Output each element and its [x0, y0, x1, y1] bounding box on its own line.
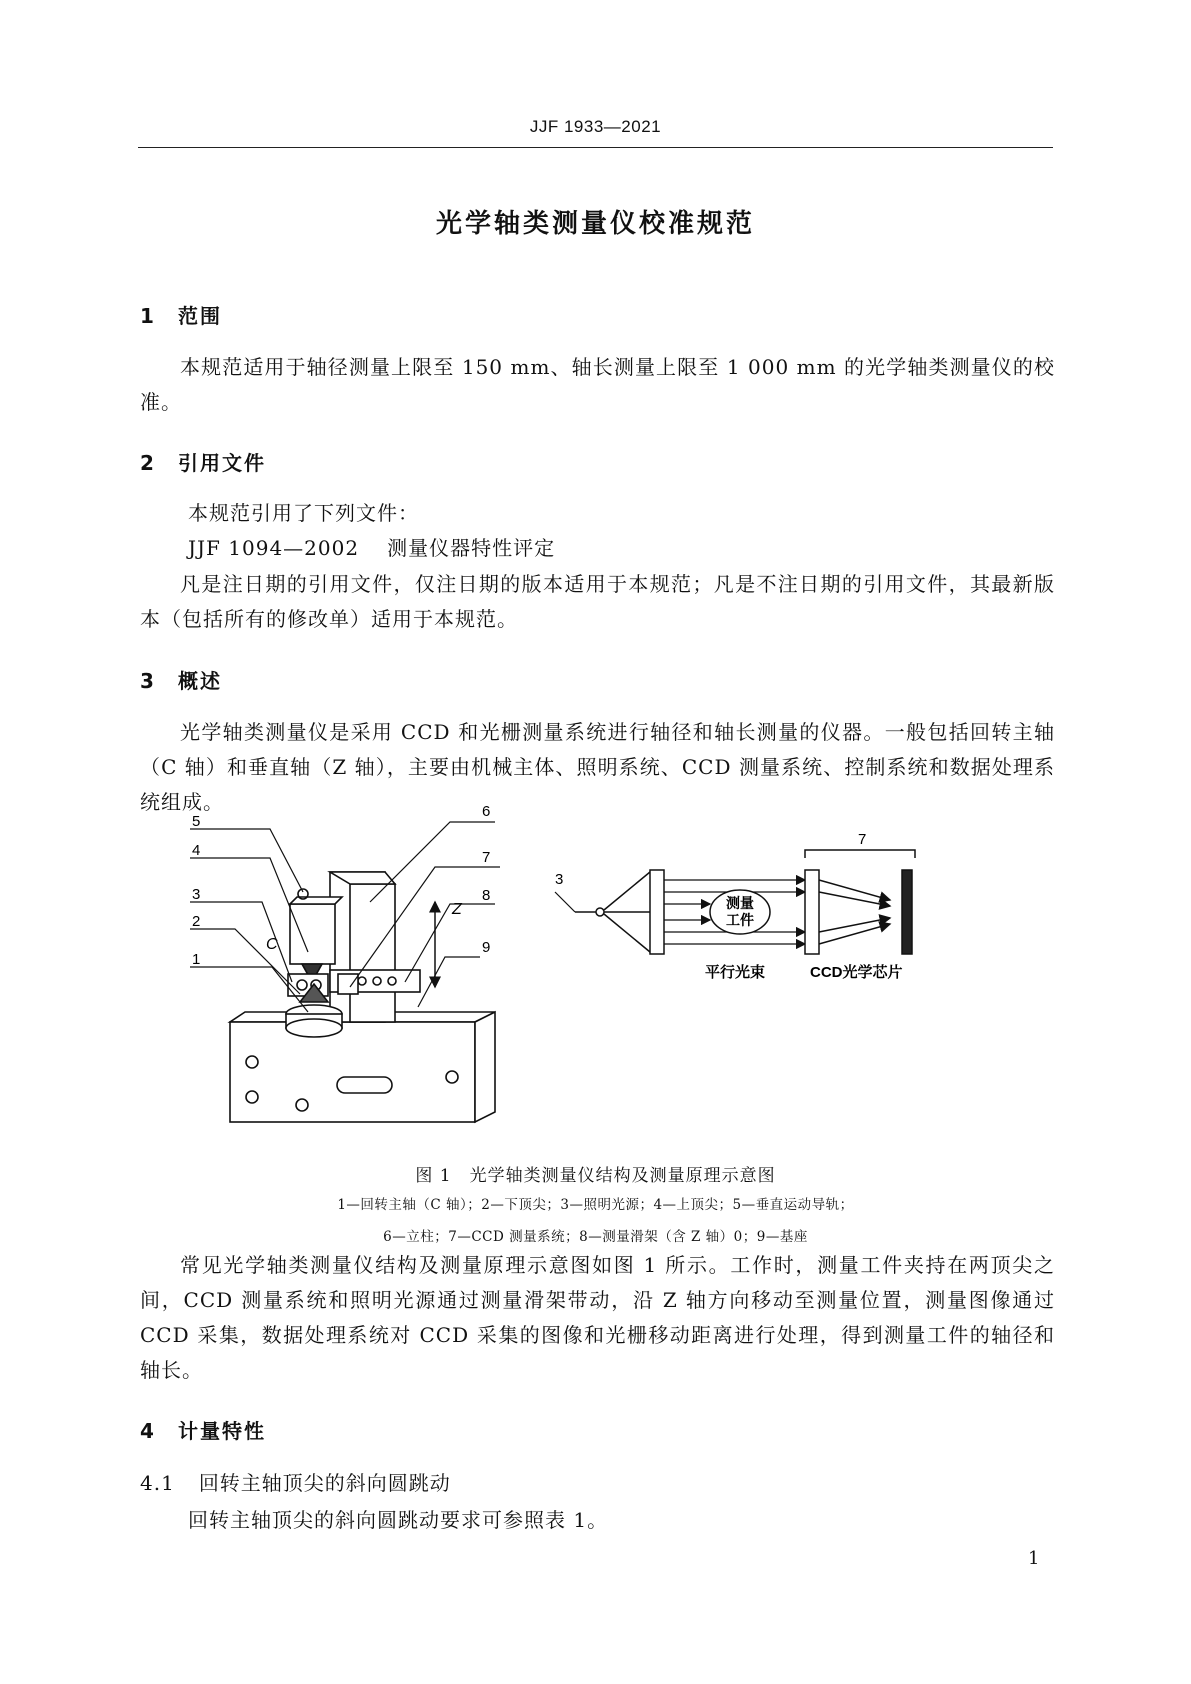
section-number: 3 [140, 669, 156, 693]
workpiece-label: 测量 [726, 895, 754, 911]
section-title: 概述 [178, 669, 222, 693]
figure-label: 7 [482, 849, 491, 866]
page-number: 1 [1028, 1548, 1040, 1569]
section-4-heading [140, 1415, 266, 1444]
figure-1 [190, 803, 1040, 1132]
figure-label: 4 [192, 842, 201, 859]
overview-paragraph-2: 常见光学轴类测量仪结构及测量原理示意图如图 1 所示。工作时，测量工件夹持在两顶尖之间，CCD 测量系统和照明光源通过测量滑架带动，沿 Z 轴方向移动至测量位置，测量图像通过 CCD 采集，数据处理系统对 CCD 采集的图像和光栅移动距离进行处理，得到测量工件的轴径和轴长。 [140, 1253, 1055, 1382]
imaging-lens [805, 870, 819, 954]
figure-legend-line-2: 6—立柱；7—CCD 测量系统；8—测量滑架（含 Z 轴）0；9—基座 [383, 1229, 808, 1245]
overview-paragraph-1: 光学轴类测量仪是采用 CCD 和光栅测量系统进行轴径和轴长测量的仪器。一般包括回转主轴（C 轴）和垂直轴（Z 轴），主要由机械主体、照明系统、CCD 测量系统、控制系统和数据处理系统组成。 [140, 720, 1055, 814]
document-title: 光学轴类测量仪校准规范 [435, 209, 755, 239]
figure-label: 7 [858, 831, 867, 848]
ccd-system [338, 974, 358, 994]
document-code-header: JJF 1933—2021 [529, 117, 662, 136]
scope-paragraph: 本规范适用于轴径测量上限至 150 mm、轴长测量上限至 1 000 mm 的光学轴类测量仪的校准。 [140, 355, 1055, 414]
figure-caption: 图 1 光学轴类测量仪结构及测量原理示意图 [415, 1166, 776, 1186]
rail-top [290, 897, 342, 904]
section-1-heading [140, 300, 222, 329]
workpiece-label: 工件 [726, 912, 754, 928]
ccd-chip [902, 870, 912, 954]
subsection-title: 回转主轴顶尖的斜向圆跳动 [198, 1471, 451, 1495]
reference-item [188, 532, 555, 561]
collimator-lens [650, 870, 664, 954]
header-rule [138, 147, 1053, 148]
section-title: 计量特性 [178, 1419, 266, 1443]
ccd-chip-label: CCD光学芯片 [810, 964, 903, 981]
section-title: 范围 [178, 304, 222, 328]
ccd-bracket [805, 850, 915, 858]
figure-label: 8 [482, 887, 491, 904]
base-body [230, 1022, 475, 1122]
z-axis-label: Z [452, 901, 462, 918]
section-number: 4 [140, 1419, 156, 1443]
rail-block [290, 904, 335, 964]
section-2-heading [140, 447, 266, 476]
figure-label: 5 [192, 813, 201, 830]
section-number: 2 [140, 451, 156, 475]
c-axis-label: C [266, 936, 278, 953]
section-number: 1 [140, 304, 156, 328]
reference-title: 测量仪器特性评定 [387, 536, 556, 560]
figure-label: 1 [192, 951, 201, 968]
figure-label: 9 [482, 939, 491, 956]
references-intro: 本规范引用了下列文件： [188, 501, 419, 525]
light-source-point [596, 908, 604, 916]
base-side [475, 1012, 495, 1122]
section-title: 引用文件 [178, 451, 266, 475]
figure-legend-line-1: 1—回转主轴（C 轴）；2—下顶尖；3—照明光源；4—上顶尖；5—垂直运动导轨； [337, 1197, 854, 1213]
figure-label: 6 [482, 803, 491, 820]
column-front [350, 884, 395, 1022]
figure-label: 3 [192, 886, 201, 903]
figure-label: 2 [192, 913, 201, 930]
parallel-beam-label: 平行光束 [705, 964, 766, 981]
reference-code: JJF 1094—2002 [188, 536, 360, 560]
subsection-4-1-text: 回转主轴顶尖的斜向圆跳动要求可参照表 1。 [188, 1508, 609, 1532]
figure-label: 3 [555, 871, 564, 888]
references-note: 凡是注日期的引用文件，仅注日期的版本适用于本规范；凡是不注日期的引用文件，其最新版本（包括所有的修改单）适用于本规范。 [140, 572, 1055, 631]
subsection-4-1-heading [140, 1467, 451, 1496]
subsection-number: 4.1 [140, 1471, 175, 1495]
section-3-heading [140, 665, 222, 694]
